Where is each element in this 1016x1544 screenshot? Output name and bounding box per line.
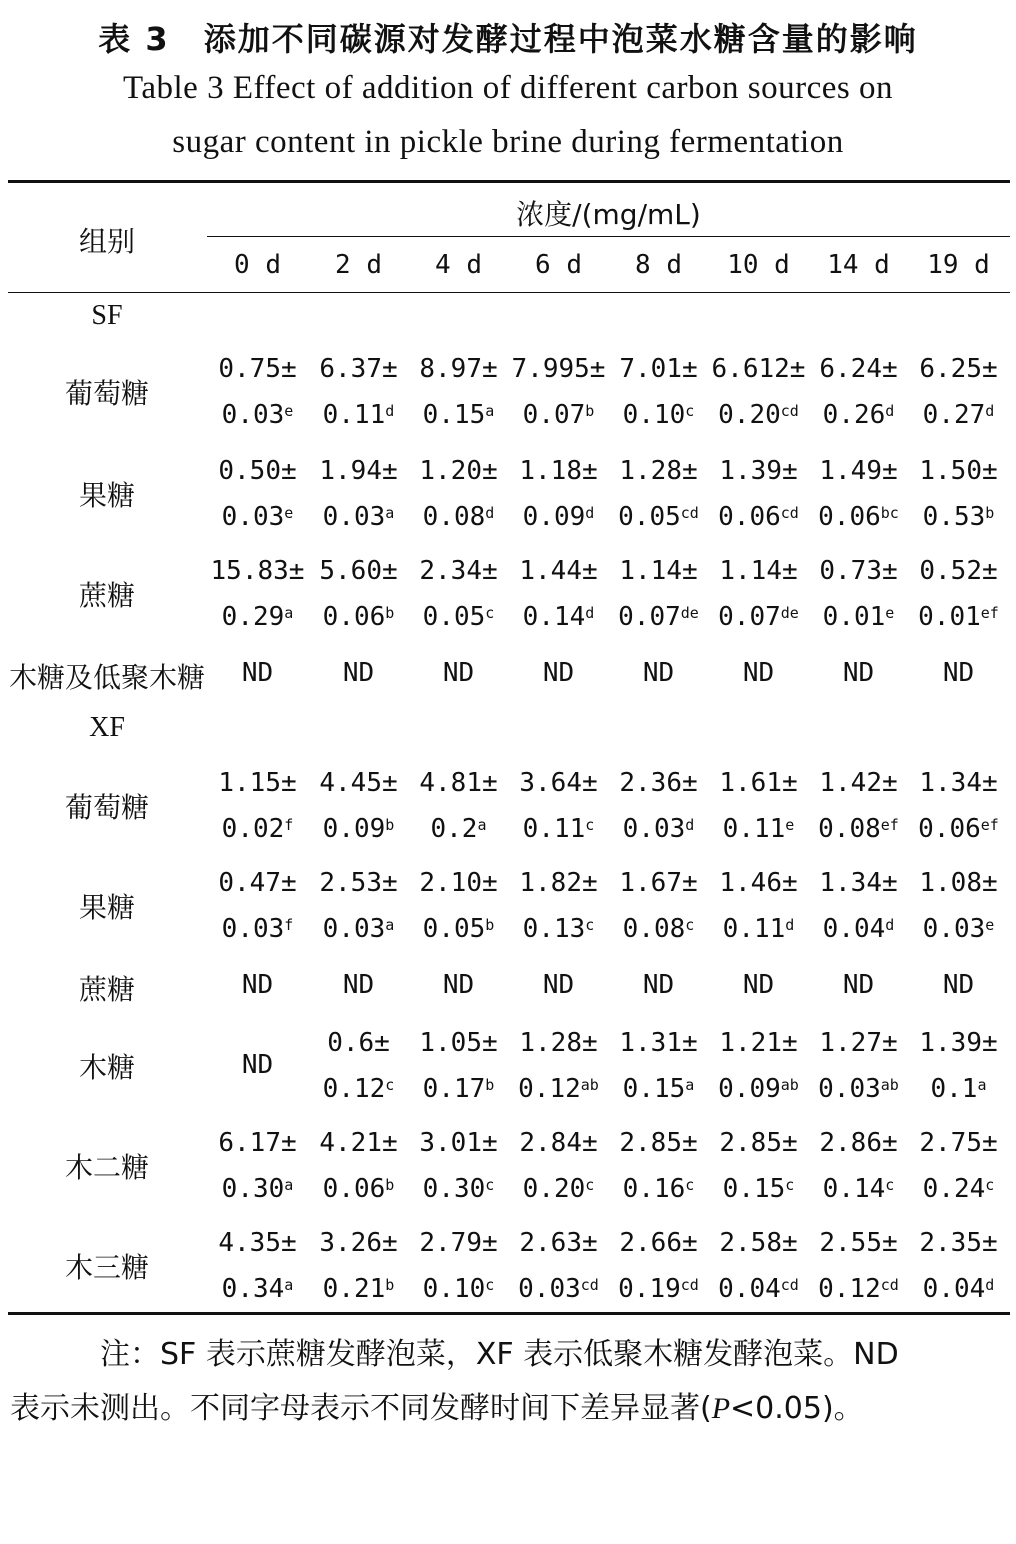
significance-letter: a — [385, 916, 395, 934]
significance-letter: cd — [680, 504, 699, 522]
table-cell: 0.6± 0.12$^c$ — [322, 1028, 395, 1104]
table-cell: 0.47± 0.03$^f$ — [218, 868, 297, 944]
table-cell: 1.31± 0.15$^a$ — [619, 1028, 698, 1104]
table-cell: 2.84± 0.20$^c$ — [519, 1128, 598, 1204]
table-cell: 2.55± 0.12$^{cd}$ — [818, 1228, 899, 1304]
table-cell: 2.66± 0.19$^{cd}$ — [618, 1228, 699, 1304]
table-cell: ND — [542, 970, 575, 1000]
significance-letter: d — [585, 504, 595, 522]
significance-letter: b — [385, 1276, 395, 1294]
row-label: 木糖及低聚木糖 — [8, 661, 205, 694]
table-cell: 4.45± 0.09$^b$ — [319, 768, 398, 844]
significance-letter: cd — [780, 1276, 799, 1294]
significance-letter: c — [585, 916, 595, 934]
significance-letter: d — [385, 402, 395, 420]
table-cell: 0.52± 0.01$^{ef}$ — [918, 556, 999, 632]
row-label: 果糖 — [78, 479, 135, 512]
day-header: 14 d — [827, 250, 890, 280]
table-cell: 6.37± 0.11$^d$ — [319, 354, 398, 430]
table-cell: ND — [241, 1050, 274, 1080]
group-label: SF — [91, 300, 123, 331]
significance-letter: cd — [680, 1276, 699, 1294]
table-cell: ND — [342, 970, 375, 1000]
row-label: 葡萄糖 — [64, 791, 149, 824]
table-cell: ND — [241, 970, 274, 1000]
table-note-line1: 注：SF 表示蔗糖发酵泡菜，XF 表示低聚木糖发酵泡菜。ND — [100, 1337, 899, 1372]
significance-letter: de — [780, 604, 799, 622]
significance-letter: d — [985, 402, 995, 420]
day-header: 8 d — [635, 250, 682, 280]
significance-letter: e — [985, 916, 995, 934]
significance-letter: b — [985, 504, 995, 522]
significance-letter: ef — [980, 604, 999, 622]
table-cell: 1.42± 0.08$^{ef}$ — [818, 768, 899, 844]
significance-letter: a — [385, 504, 395, 522]
table-cell: 1.34± 0.04$^d$ — [819, 868, 898, 944]
significance-letter: f — [284, 816, 294, 834]
table-title-cn: 表 3 添加不同碳源对发酵过程中泡菜水糖含量的影响 — [98, 20, 918, 58]
significance-letter: b — [385, 1176, 395, 1194]
significance-letter: ab — [580, 1076, 599, 1094]
significance-letter: ab — [880, 1076, 899, 1094]
table-cell: 1.49± 0.06$^{bc}$ — [818, 456, 899, 532]
table-cell: ND — [642, 970, 675, 1000]
table-cell: 6.612± 0.20$^{cd}$ — [711, 354, 806, 430]
significance-letter: a — [284, 1276, 294, 1294]
table-cell: 7.995± 0.07$^b$ — [511, 354, 606, 430]
table-cell: 1.94± 0.03$^a$ — [319, 456, 398, 532]
significance-letter: e — [785, 816, 795, 834]
table-cell: 0.73± 0.01$^e$ — [819, 556, 898, 632]
table-cell: 2.58± 0.04$^{cd}$ — [718, 1228, 799, 1304]
header-bottom-rule — [8, 292, 1010, 293]
significance-letter: de — [680, 604, 699, 622]
table-cell: ND — [542, 658, 575, 688]
header-sub-rule — [207, 236, 1010, 237]
table-bottom-rule — [8, 1312, 1010, 1315]
significance-letter: cd — [780, 402, 799, 420]
table-cell: 6.25± 0.27$^d$ — [919, 354, 998, 430]
table-cell: 2.75± 0.24$^c$ — [919, 1128, 998, 1204]
table-cell: 8.97± 0.15$^a$ — [419, 354, 498, 430]
table-cell: 1.27± 0.03$^{ab}$ — [818, 1028, 899, 1104]
table-cell: ND — [742, 658, 775, 688]
table-cell: 5.60± 0.06$^b$ — [319, 556, 398, 632]
table-cell: 2.36± 0.03$^d$ — [619, 768, 698, 844]
table-cell: 1.15± 0.02$^f$ — [218, 768, 297, 844]
note-text-b: <0.05)。 — [730, 1391, 864, 1426]
significance-letter: ab — [780, 1076, 799, 1094]
significance-letter: a — [485, 402, 495, 420]
table-cell: 1.18± 0.09$^d$ — [519, 456, 598, 532]
table-cell: 0.75± 0.03$^e$ — [218, 354, 297, 430]
significance-letter: e — [284, 402, 294, 420]
significance-letter: d — [885, 916, 895, 934]
group-column-header: 组别 — [78, 225, 135, 258]
significance-letter: a — [477, 816, 487, 834]
table-cell: ND — [442, 658, 475, 688]
significance-letter: e — [284, 504, 294, 522]
significance-letter: d — [585, 604, 595, 622]
table-cell: 1.44± 0.14$^d$ — [519, 556, 598, 632]
table-cell: 2.53± 0.03$^a$ — [319, 868, 398, 944]
concentration-header: 浓度/(mg/mL) — [516, 198, 701, 231]
significance-letter: a — [685, 1076, 695, 1094]
table-note-line2 — [10, 1384, 1012, 1434]
significance-letter: a — [284, 604, 294, 622]
significance-letter: d — [885, 402, 895, 420]
significance-letter: cd — [880, 1276, 899, 1294]
significance-letter: c — [985, 1176, 995, 1194]
table-cell: 7.01± 0.10$^c$ — [619, 354, 698, 430]
significance-letter: bc — [880, 504, 899, 522]
significance-letter: c — [785, 1176, 795, 1194]
table-top-rule — [8, 180, 1010, 183]
table-cell: 1.82± 0.13$^c$ — [519, 868, 598, 944]
row-label: 木三糖 — [64, 1251, 149, 1284]
table-cell: 1.28± 0.05$^{cd}$ — [618, 456, 699, 532]
day-header: 2 d — [335, 250, 382, 280]
table-cell: 4.21± 0.06$^b$ — [319, 1128, 398, 1204]
significance-letter: b — [585, 402, 595, 420]
note-p-symbol: P — [711, 1392, 731, 1425]
table-cell: 1.39± 0.1$^a$ — [919, 1028, 998, 1104]
day-header: 6 d — [535, 250, 582, 280]
table-cell: 4.81± 0.2$^a$ — [419, 768, 498, 844]
table-cell: 6.17± 0.30$^a$ — [218, 1128, 297, 1204]
significance-letter: c — [885, 1176, 895, 1194]
table-cell: ND — [241, 658, 274, 688]
significance-letter: c — [685, 1176, 695, 1194]
table-cell: 2.85± 0.16$^c$ — [619, 1128, 698, 1204]
table-cell: 1.08± 0.03$^e$ — [919, 868, 998, 944]
significance-letter: e — [885, 604, 895, 622]
significance-letter: a — [284, 1176, 294, 1194]
table-cell: ND — [942, 970, 975, 1000]
significance-letter: b — [485, 1076, 495, 1094]
row-label: 木糖 — [78, 1051, 135, 1084]
table-cell: 2.10± 0.05$^b$ — [419, 868, 498, 944]
table-cell: 1.61± 0.11$^e$ — [719, 768, 798, 844]
day-header: 19 d — [927, 250, 990, 280]
row-label: 果糖 — [78, 891, 135, 924]
significance-letter: d — [785, 916, 795, 934]
table-cell: 2.86± 0.14$^c$ — [819, 1128, 898, 1204]
table-cell: ND — [342, 658, 375, 688]
table-cell: 2.35± 0.04$^d$ — [919, 1228, 998, 1304]
significance-letter: cd — [580, 1276, 599, 1294]
row-label: 蔗糖 — [78, 579, 135, 612]
row-label: 葡萄糖 — [64, 377, 149, 410]
table-title-en-line1: Table 3 Effect of addition of different carbon sources on — [123, 70, 893, 106]
table-cell: 1.39± 0.06$^{cd}$ — [718, 456, 799, 532]
significance-letter: f — [284, 916, 294, 934]
table-cell: 3.01± 0.30$^c$ — [419, 1128, 498, 1204]
table-cell: 4.35± 0.34$^a$ — [218, 1228, 297, 1304]
significance-letter: cd — [780, 504, 799, 522]
table-cell: 2.79± 0.10$^c$ — [419, 1228, 498, 1304]
significance-letter: ef — [880, 816, 899, 834]
table-cell: ND — [842, 970, 875, 1000]
significance-letter: c — [585, 816, 595, 834]
significance-letter: c — [685, 402, 695, 420]
table-cell: 1.46± 0.11$^d$ — [719, 868, 798, 944]
table-cell: 2.85± 0.15$^c$ — [719, 1128, 798, 1204]
significance-letter: a — [977, 1076, 987, 1094]
significance-letter: d — [685, 816, 695, 834]
table-cell: 1.05± 0.17$^b$ — [419, 1028, 498, 1104]
day-header: 10 d — [727, 250, 790, 280]
significance-letter: b — [385, 816, 395, 834]
note-text-a: 表示未测出。不同字母表示不同发酵时间下差异显著( — [10, 1391, 712, 1426]
significance-letter: b — [385, 604, 395, 622]
table-cell: 15.83± 0.29$^a$ — [210, 556, 305, 632]
table-cell: 3.26± 0.21$^b$ — [319, 1228, 398, 1304]
table-cell: 1.20± 0.08$^d$ — [419, 456, 498, 532]
table-cell: ND — [742, 970, 775, 1000]
table-cell: ND — [842, 658, 875, 688]
significance-letter: c — [585, 1176, 595, 1194]
table-cell: 1.28± 0.12$^{ab}$ — [518, 1028, 599, 1104]
table-cell: 1.21± 0.09$^{ab}$ — [718, 1028, 799, 1104]
significance-letter: ef — [980, 816, 999, 834]
significance-letter: c — [485, 604, 495, 622]
table-cell: 3.64± 0.11$^c$ — [519, 768, 598, 844]
significance-letter: c — [485, 1276, 495, 1294]
table-cell: 1.67± 0.08$^c$ — [619, 868, 698, 944]
table-cell: 0.50± 0.03$^e$ — [218, 456, 297, 532]
significance-letter: d — [985, 1276, 995, 1294]
table-cell: 1.34± 0.06$^{ef}$ — [918, 768, 999, 844]
significance-letter: c — [385, 1076, 395, 1094]
significance-letter: c — [485, 1176, 495, 1194]
significance-letter: c — [685, 916, 695, 934]
table-cell: ND — [442, 970, 475, 1000]
significance-letter: b — [485, 916, 495, 934]
table-cell: 2.34± 0.05$^c$ — [419, 556, 498, 632]
table-cell: 6.24± 0.26$^d$ — [819, 354, 898, 430]
table-title-en-line2: sugar content in pickle brine during fermentation — [172, 124, 844, 160]
significance-letter: d — [485, 504, 495, 522]
day-header: 0 d — [234, 250, 281, 280]
group-label: XF — [89, 712, 125, 743]
table-cell: 2.63± 0.03$^{cd}$ — [518, 1228, 599, 1304]
table-cell: ND — [942, 658, 975, 688]
row-label: 蔗糖 — [78, 973, 135, 1006]
row-label: 木二糖 — [64, 1151, 149, 1184]
day-header: 4 d — [435, 250, 482, 280]
table-cell: 1.50± 0.53$^b$ — [919, 456, 998, 532]
table-cell: 1.14± 0.07de — [618, 556, 699, 632]
table-cell: ND — [642, 658, 675, 688]
table-cell: 1.14± 0.07de — [718, 556, 799, 632]
